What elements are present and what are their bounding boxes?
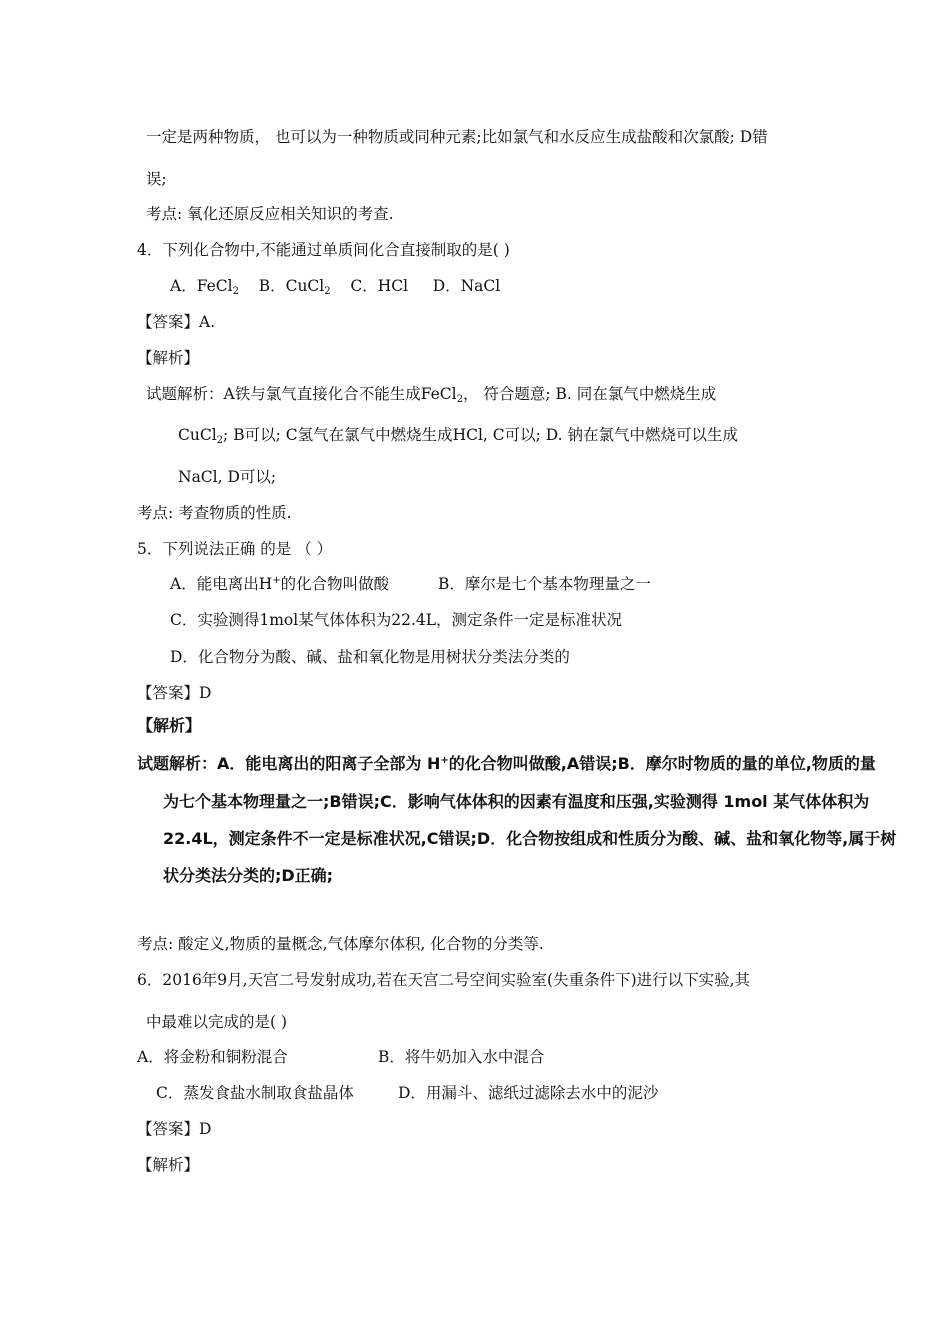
q6-stem-cont: 中最难以完成的是( ) [146, 1013, 288, 1031]
q5-stem: 5．下列说法正确 的是 （ ） [137, 540, 333, 558]
q5-explanation-line: 为七个基本物理量之一;B错误;C．影响气体体积的因素有温度和压强,实验测得 1mol 某气体体积为 [163, 792, 870, 811]
q5-option-d: D．化合物分为酸、碱、盐和氧化物是用树状分类法分类的 [170, 648, 570, 666]
q6-option-c: C．蒸发食盐水制取食盐晶体 [156, 1084, 354, 1102]
q5-explanation-line: 状分类法分类的;D正确; [163, 866, 334, 885]
q5-kaodian: 考点: 酸定义,物质的量概念,气体摩尔体积, 化合物的分类等. [137, 935, 544, 953]
q6-stem: 6．2016年9月,天宫二号发射成功,若在天宫二号空间实验室(失重条件下)进行以下实验,其 [137, 971, 751, 989]
q6-answer: 【答案】D [137, 1120, 212, 1138]
q3-kaodian: 考点: 氧化还原反应相关知识的考查. [146, 205, 394, 223]
q6-option-a: A．将金粉和铜粉混合 [137, 1048, 288, 1066]
q4-stem: 4．下列化合物中,不能通过单质间化合直接制取的是( ) [137, 241, 510, 259]
q5-option-a: A．能电离出H+的化合物叫做酸 [170, 575, 390, 593]
q5-options-ab [170, 574, 389, 594]
q4-option-d: D．NaCl [432, 277, 501, 295]
q5-option-c: C．实验测得1mol某气体体积为22.4L，测定条件一定是标准状况 [170, 611, 623, 629]
q4-jiexi-heading: 【解析】 [137, 349, 200, 367]
q4-option-a: A．FeCl$_2$ [170, 277, 239, 297]
q4-kaodian: 考点: 考查物质的性质. [137, 504, 292, 522]
q3-explanation-line: 误; [146, 170, 167, 188]
q4-explanation-line: CuCl$_2$; B可以; C氢气在氯气中燃烧生成HCl, C可以; D. 钠在氯气中燃烧可以生成 [178, 426, 739, 446]
q5-jiexi-heading: 【解析】 [137, 716, 202, 735]
q6-jiexi-heading: 【解析】 [137, 1156, 200, 1174]
q5-answer: 【答案】D [137, 684, 212, 702]
q4-explanation-line: 试题解析：A铁与氯气直接化合不能生成FeCl$_2$， 符合题意; B. 同在氯气中燃烧生成 [146, 385, 717, 405]
q4-option-b: B．CuCl$_2$ [258, 277, 331, 297]
q4-explanation-line: NaCl, D可以; [178, 468, 277, 486]
q6-option-d: D．用漏斗、滤纸过滤除去水中的泥沙 [398, 1084, 659, 1102]
q5-option-b: B．摩尔是七个基本物理量之一 [438, 575, 651, 593]
q4-option-c: C．HCl [350, 277, 409, 295]
q3-explanation-line: 一定是两种物质， 也可以为一种物质或同种元素;比如氯气和水反应生成盐酸和次氯酸; D错 [146, 128, 768, 146]
q4-options [170, 276, 500, 296]
q5-explanation-line: 试题解析：A．能电离出的阳离子全部为 H+的化合物叫做酸,A错误;B．摩尔时物质的量的单位,物质的量 [137, 754, 876, 773]
q5-explanation-line: 22.4L，测定条件不一定是标准状况,C错误;D．化合物按组成和性质分为酸、碱、盐和氧化物等,属于树 [163, 829, 897, 848]
q4-answer: 【答案】A. [137, 313, 216, 331]
q6-option-b: B．将牛奶加入水中混合 [378, 1048, 545, 1066]
